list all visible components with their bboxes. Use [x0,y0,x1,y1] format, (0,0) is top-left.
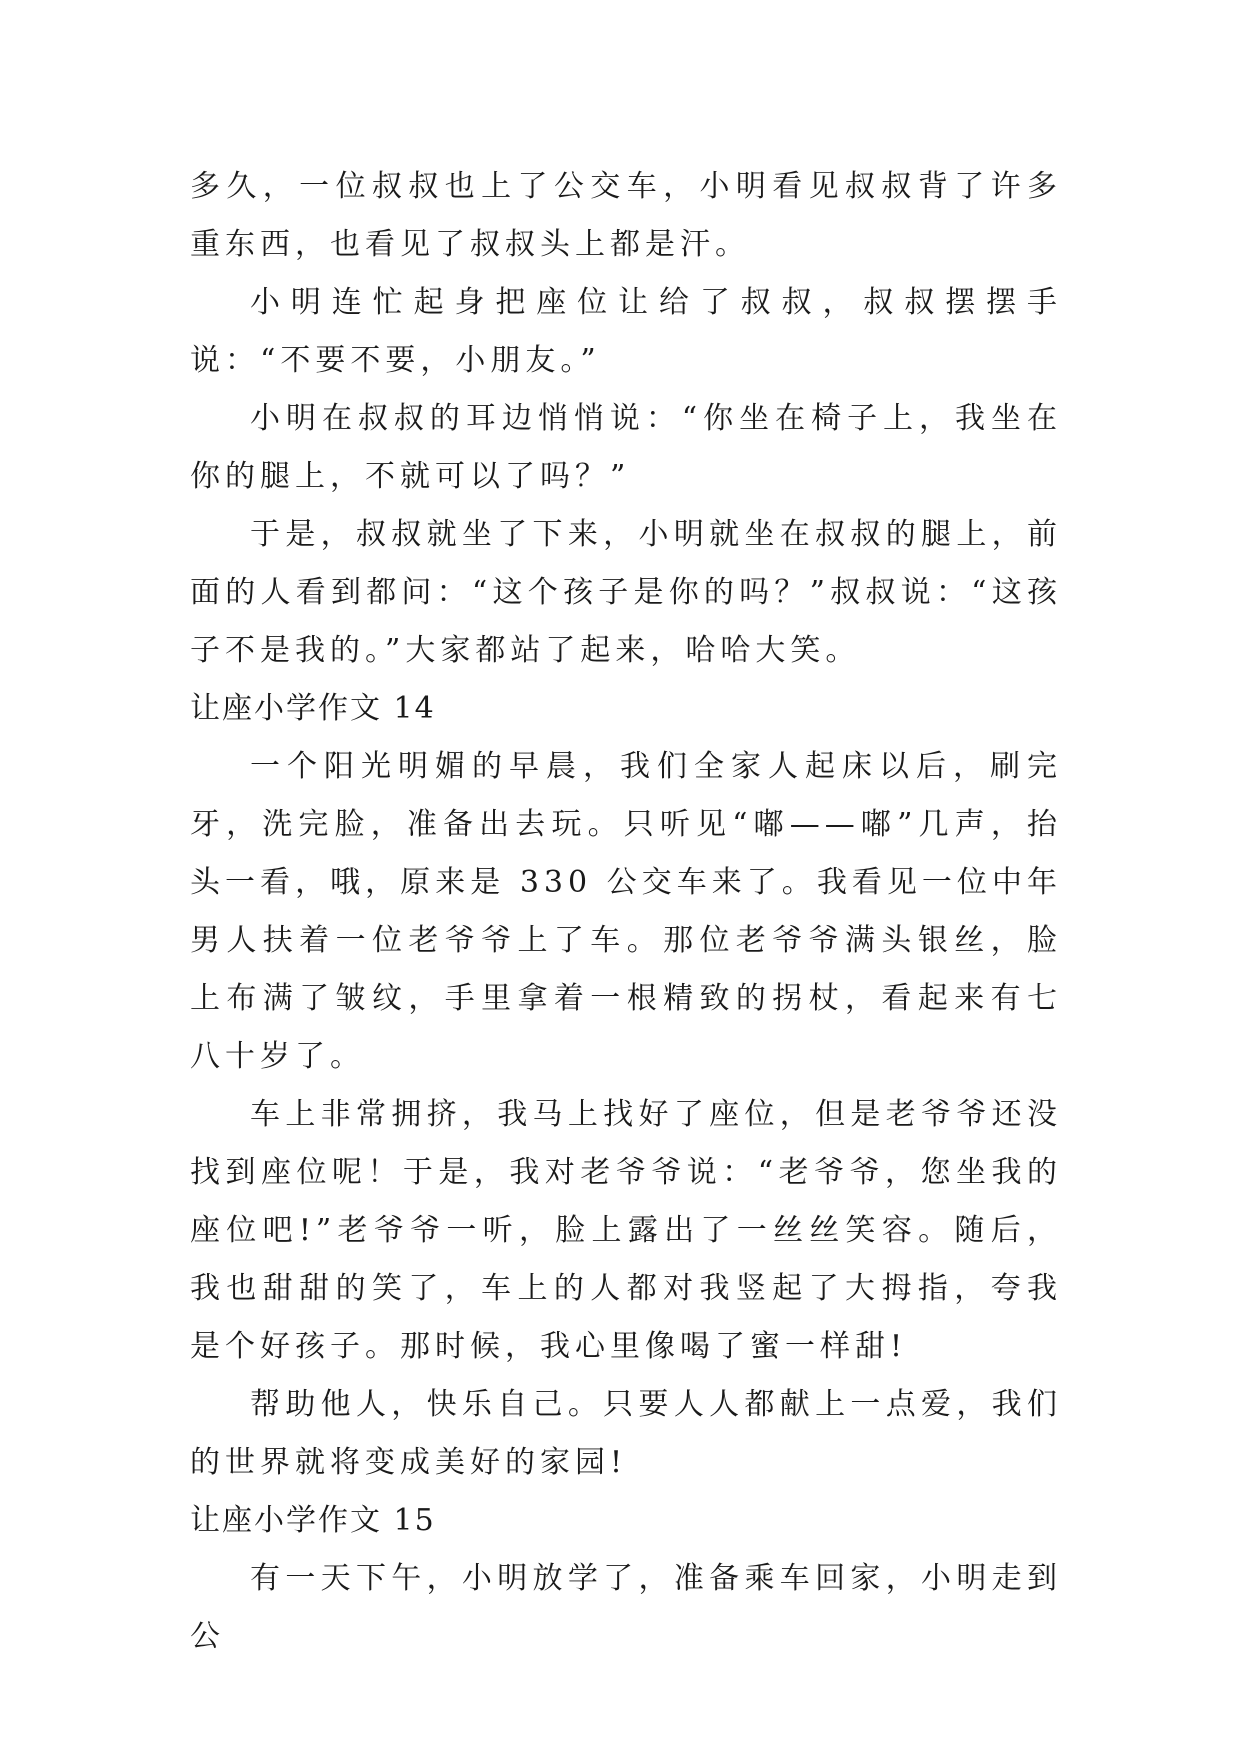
document-body [190,158,1062,1666]
paragraph: 小明在叔叔的耳边悄悄说：“你坐在椅子上，我坐在你的腿上，不就可以了吗？” [190,401,1062,494]
paragraph: 车上非常拥挤，我马上找好了座位，但是老爷爷还没找到座位呢！于是，我对老爷爷说：“老爷爷，您坐我的座位吧!”老爷爷一听，脸上露出了一丝丝笑容。随后，我也甜甜的笑了，车上的人都对我竖起了大拇指，夸我是个好孩子。那时候，我心里像喝了蜜一样甜! [190,1097,1062,1364]
section-heading: 让座小学作文 15 [190,1503,436,1538]
paragraph: 多久，一位叔叔也上了公交车，小明看见叔叔背了许多重东西，也看见了叔叔头上都是汗。 [190,169,1062,262]
paragraph: 小明连忙起身把座位让给了叔叔，叔叔摆摆手说：“不要不要，小朋友。” [190,285,1062,378]
paragraph: 帮助他人，快乐自己。只要人人都献上一点爱，我们的世界就将变成美好的家园! [190,1387,1062,1480]
paragraph: 有一天下午，小明放学了，准备乘车回家，小明走到公 [190,1561,1062,1654]
section-heading: 让座小学作文 14 [190,691,436,726]
paragraph: 一个阳光明媚的早晨，我们全家人起床以后，刷完牙，洗完脸，准备出去玩。只听见“嘟——嘟”几声，抬头一看，哦，原来是 330 公交车来了。我看见一位中年男人扶着一位老爷爷上了车。那位老爷爷满头银丝，脸上布满了皱纹，手里拿着一根精致的拐杖，看起来有七八十岁了。 [190,749,1062,1074]
paragraph: 于是，叔叔就坐了下来，小明就坐在叔叔的腿上，前面的人看到都问：“这个孩子是你的吗？”叔叔说：“这孩子不是我的。”大家都站了起来，哈哈大笑。 [190,517,1062,668]
